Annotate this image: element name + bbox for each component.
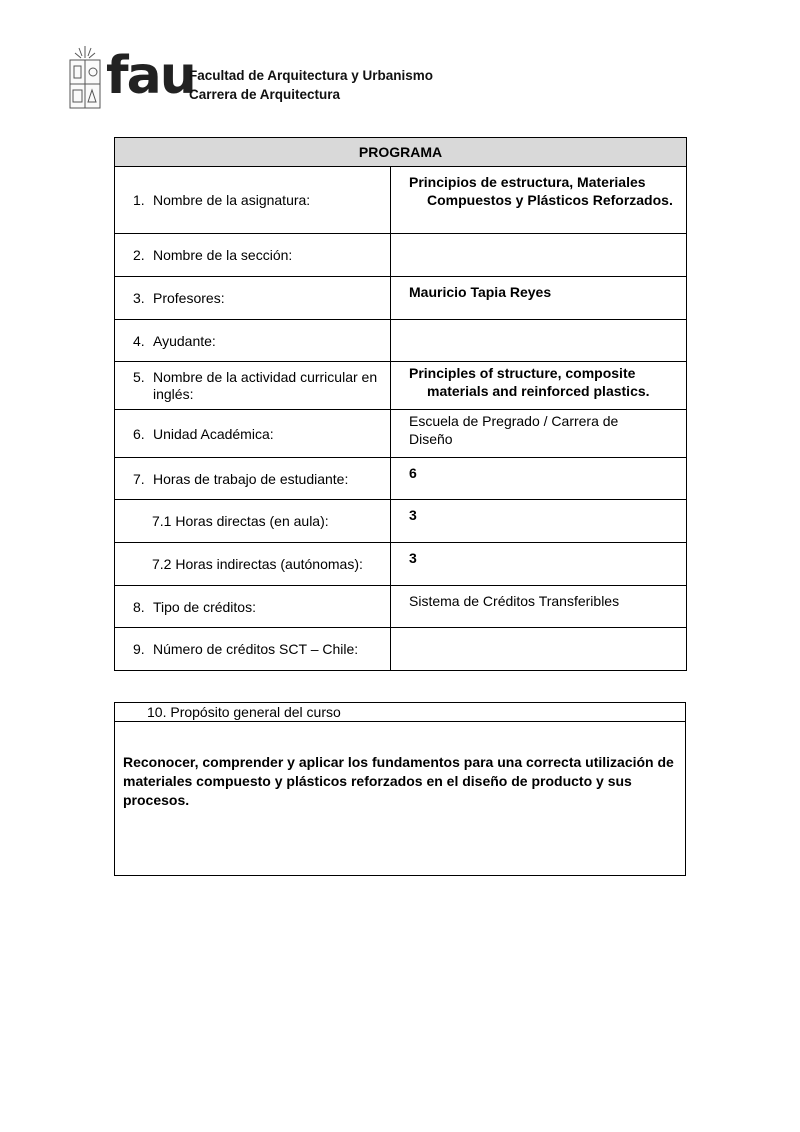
- career-name: Carrera de Arquitectura: [189, 87, 341, 102]
- table-row: [115, 543, 687, 586]
- program-table: [114, 137, 687, 671]
- row-label: 3. Profesores:: [115, 277, 391, 320]
- row-value: Principios de estructura, Materiales Compuestos y Plásticos Reforzados.: [391, 167, 687, 234]
- row-value: [391, 320, 687, 362]
- purpose-text: Reconocer, comprender y aplicar los fundamentos para una correcta utilización de materiales compuesto y plásticos reforzados en el diseño de producto y sus procesos.: [115, 722, 686, 876]
- header-text: [189, 66, 433, 104]
- page-header: [68, 44, 468, 114]
- table-row: [115, 167, 687, 234]
- row-label: 7.2 Horas indirectas (autónomas):: [115, 543, 391, 586]
- university-crest-logo: [68, 44, 102, 110]
- row-value: [391, 234, 687, 277]
- table-row: [115, 458, 687, 500]
- row-label: 2. Nombre de la sección:: [115, 234, 391, 277]
- purpose-heading: 10. Propósito general del curso: [115, 703, 686, 722]
- row-value: Escuela de Pregrado / Carrera de Diseño: [391, 410, 687, 458]
- row-value: 6: [391, 458, 687, 500]
- row-label: 4. Ayudante:: [115, 320, 391, 362]
- purpose-table: [114, 702, 686, 876]
- row-label: 5. Nombre de la actividad curricular en inglés:: [115, 362, 391, 410]
- program-title: PROGRAMA: [115, 138, 687, 167]
- table-row: [115, 500, 687, 543]
- table-row: [115, 277, 687, 320]
- table-row: [115, 586, 687, 628]
- table-row: [115, 234, 687, 277]
- table-row: [115, 320, 687, 362]
- faculty-name: Facultad de Arquitectura y Urbanismo: [189, 68, 434, 83]
- row-label: 7.1 Horas directas (en aula):: [115, 500, 391, 543]
- table-row: [115, 410, 687, 458]
- row-value: Sistema de Créditos Transferibles: [391, 586, 687, 628]
- table-row: [115, 628, 687, 671]
- row-label: 7. Horas de trabajo de estudiante:: [115, 458, 391, 500]
- row-label: 6. Unidad Académica:: [115, 410, 391, 458]
- row-value: Mauricio Tapia Reyes: [391, 277, 687, 320]
- row-value: 3: [391, 500, 687, 543]
- row-label: 1. Nombre de la asignatura:: [115, 167, 391, 234]
- fau-logo-text: fau: [106, 46, 195, 106]
- row-value: [391, 628, 687, 671]
- row-label: 8. Tipo de créditos:: [115, 586, 391, 628]
- row-value: Principles of structure, composite materials and reinforced plastics.: [391, 362, 687, 410]
- table-row: [115, 362, 687, 410]
- row-label: 9. Número de créditos SCT – Chile:: [115, 628, 391, 671]
- row-value: 3: [391, 543, 687, 586]
